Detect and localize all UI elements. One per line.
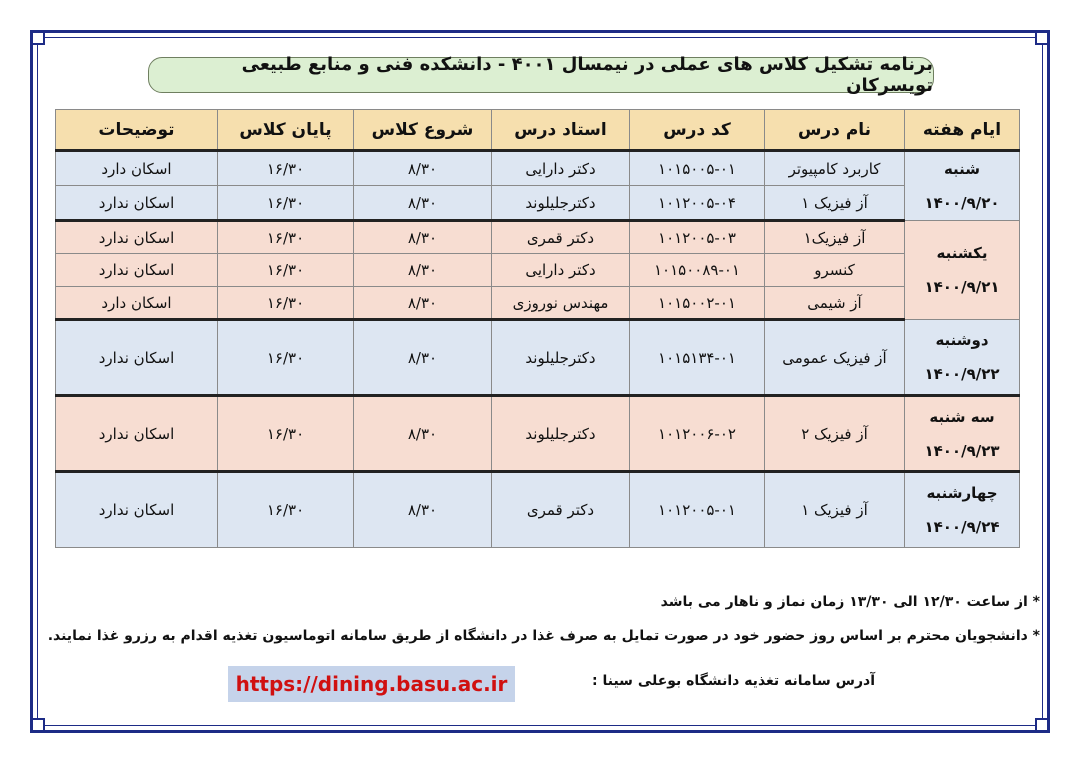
- end-cell: ۱۶/۳۰: [218, 287, 354, 320]
- code-cell: ۱۰۱۲۰۰۵-۰۴: [630, 186, 765, 221]
- day-cell: [905, 221, 1020, 320]
- day-date: ۱۴۰۰/۹/۲۰: [924, 194, 1000, 212]
- frame-corner-ornament: [31, 718, 45, 732]
- code-cell: ۱۰۱۲۰۰۶-۰۲: [630, 396, 765, 472]
- note-cell: اسکان ندارد: [56, 320, 218, 396]
- course-cell: آز فیزیک۱: [765, 221, 905, 254]
- note-cell: اسکان ندارد: [56, 254, 218, 287]
- day-date: ۱۴۰۰/۹/۲۲: [924, 365, 1000, 383]
- start-cell: ۸/۳۰: [354, 396, 492, 472]
- col-header-day: ایام هفته: [905, 110, 1020, 151]
- frame-corner-ornament: [1035, 31, 1049, 45]
- code-cell: ۱۰۱۵۰۰۵-۰۱: [630, 151, 765, 186]
- col-header-start: شروع کلاس: [354, 110, 492, 151]
- start-cell: ۸/۳۰: [354, 221, 492, 254]
- end-cell: ۱۶/۳۰: [218, 472, 354, 548]
- code-cell: ۱۰۱۵۱۳۴-۰۱: [630, 320, 765, 396]
- note-cell: اسکان ندارد: [56, 221, 218, 254]
- frame-corner-ornament: [1035, 718, 1049, 732]
- start-cell: ۸/۳۰: [354, 472, 492, 548]
- col-header-notes: توضیحات: [56, 110, 218, 151]
- note-cell: اسکان دارد: [56, 151, 218, 186]
- day-cell: [905, 151, 1020, 221]
- code-cell: ۱۰۱۲۰۰۵-۰۱: [630, 472, 765, 548]
- course-cell: کاربرد کامپیوتر: [765, 151, 905, 186]
- course-cell: آز شیمی: [765, 287, 905, 320]
- end-cell: ۱۶/۳۰: [218, 221, 354, 254]
- teacher-cell: دکترجلیلوند: [492, 320, 630, 396]
- course-cell: آز فیزیک ۲: [765, 396, 905, 472]
- note-cell: اسکان دارد: [56, 287, 218, 320]
- day-date: ۱۴۰۰/۹/۲۴: [924, 518, 1000, 536]
- table-row: [56, 151, 1020, 186]
- page-title: برنامه تشکیل کلاس های عملی در نیمسال ۴۰۰۱ - دانشکده فنی و منابع طبیعی تویسرکان: [148, 57, 934, 93]
- day-name: سه شنبه: [929, 407, 995, 426]
- end-cell: ۱۶/۳۰: [218, 320, 354, 396]
- end-cell: ۱۶/۳۰: [218, 396, 354, 472]
- day-name: یکشنبه: [936, 244, 988, 262]
- start-cell: ۸/۳۰: [354, 186, 492, 221]
- start-cell: ۸/۳۰: [354, 151, 492, 186]
- note-cell: اسکان ندارد: [56, 472, 218, 548]
- day-cell: [905, 320, 1020, 396]
- teacher-cell: دکتر قمری: [492, 472, 630, 548]
- table-row: [56, 396, 1020, 472]
- day-name: دوشنبه: [935, 331, 989, 349]
- end-cell: ۱۶/۳۰: [218, 151, 354, 186]
- note-food-reservation: * دانشجویان محترم بر اساس روز حضور خود در صورت تمایل به صرف غذا در دانشگاه از طریق سامانه اتوماسیون تغذیه اقدام به رزرو غذا نمایند.: [47, 628, 1040, 644]
- code-cell: ۱۰۱۵۰۰۸۹-۰۱: [630, 254, 765, 287]
- table-row: [56, 186, 1020, 221]
- note-cell: اسکان ندارد: [56, 186, 218, 221]
- course-cell: کنسرو: [765, 254, 905, 287]
- end-cell: ۱۶/۳۰: [218, 254, 354, 287]
- teacher-cell: دکترجلیلوند: [492, 186, 630, 221]
- code-cell: ۱۰۱۲۰۰۵-۰۳: [630, 221, 765, 254]
- day-name: چهارشنبه: [926, 484, 998, 502]
- table-row: [56, 320, 1020, 396]
- course-cell: آز فیزیک عمومی: [765, 320, 905, 396]
- start-cell: ۸/۳۰: [354, 320, 492, 396]
- table-row: [56, 287, 1020, 320]
- note-lunch-time: * از ساعت ۱۲/۳۰ الی ۱۳/۳۰ زمان نماز و ناهار می باشد: [660, 594, 1040, 610]
- day-date: ۱۴۰۰/۹/۲۳: [924, 441, 1000, 460]
- day-cell: [905, 396, 1020, 472]
- end-cell: ۱۶/۳۰: [218, 186, 354, 221]
- day-cell: [905, 472, 1020, 548]
- note-cell: اسکان ندارد: [56, 396, 218, 472]
- teacher-cell: دکتر قمری: [492, 221, 630, 254]
- start-cell: ۸/۳۰: [354, 287, 492, 320]
- teacher-cell: دکتر دارایی: [492, 254, 630, 287]
- frame-corner-ornament: [31, 31, 45, 45]
- day-name: شنبه: [943, 160, 981, 178]
- col-header-teacher: استاد درس: [492, 110, 630, 151]
- dining-address-label: آدرس سامانه تغذیه دانشگاه بوعلی سینا :: [592, 673, 875, 689]
- teacher-cell: دکترجلیلوند: [492, 396, 630, 472]
- table-row: [56, 221, 1020, 254]
- course-cell: آز فیزیک ۱: [765, 472, 905, 548]
- start-cell: ۸/۳۰: [354, 254, 492, 287]
- teacher-cell: مهندس نوروزی: [492, 287, 630, 320]
- table-header-row: [56, 110, 1020, 151]
- teacher-cell: دکتر دارایی: [492, 151, 630, 186]
- dining-url-link[interactable]: https://dining.basu.ac.ir: [228, 666, 515, 702]
- table-row: [56, 254, 1020, 287]
- col-header-code: کد درس: [630, 110, 765, 151]
- day-date: ۱۴۰۰/۹/۲۱: [924, 278, 1000, 296]
- col-header-end: پایان کلاس: [218, 110, 354, 151]
- code-cell: ۱۰۱۵۰۰۲-۰۱: [630, 287, 765, 320]
- course-cell: آز فیزیک ۱: [765, 186, 905, 221]
- table-row: [56, 472, 1020, 548]
- class-schedule-table: [55, 109, 1020, 548]
- col-header-course: نام درس: [765, 110, 905, 151]
